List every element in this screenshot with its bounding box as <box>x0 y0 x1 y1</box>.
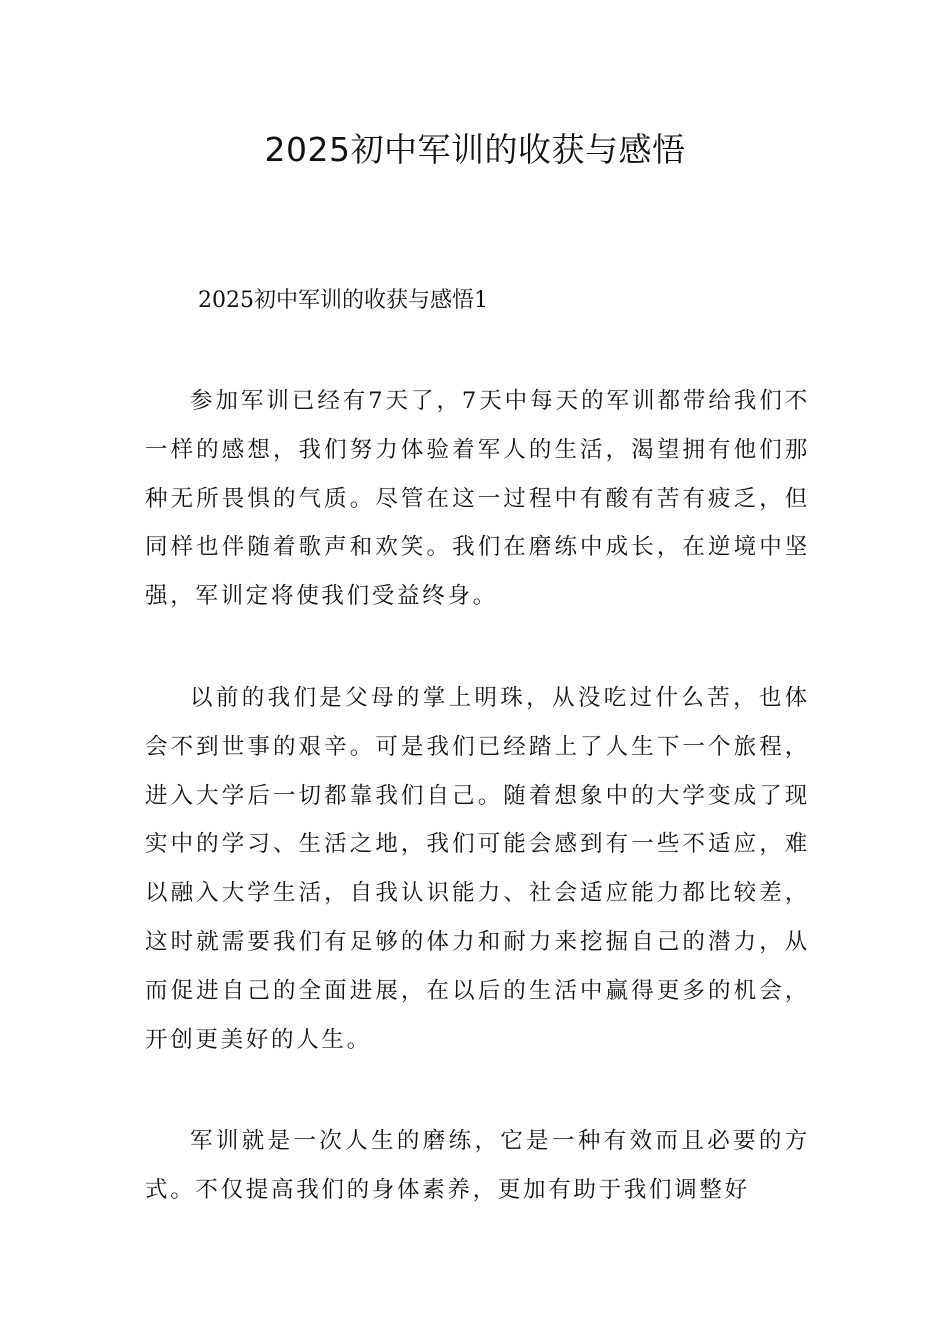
paragraph-3: 军训就是一次人生的磨练，它是一种有效而且必要的方式。不仅提高我们的身体素养，更加有助于我们调整好 <box>145 1128 810 1203</box>
section-heading: 2025初中军训的收获与感悟1 <box>198 288 488 313</box>
paragraph-2: 以前的我们是父母的掌上明珠，从没吃过什么苦，也体会不到世事的艰辛。可是我们已经踏上了人生下一个旅程，进入大学后一切都靠我们自己。随着想象中的大学变成了现实中的学习、生活之地，我们可能会感到有一些不适应，难以融入大学生活，自我认识能力、社会适应能力都比较差，这时就需要我们有足够的体力和耐力来挖掘自己的潜力，从而促进自己的全面进展，在以后的生活中赢得更多的机会，开创更美好的人生。 <box>145 685 810 1053</box>
paragraph-1: 参加军训已经有7天了，7天中每天的军训都带给我们不一样的感想，我们努力体验着军人的生活，渴望拥有他们那种无所畏惧的气质。尽管在这一过程中有酸有苦有疲乏，但同样也伴随着歌声和欢笑。我们在磨练中成长，在逆境中坚强，军训定将使我们受益终身。 <box>145 388 810 610</box>
document-title: 2025初中军训的收获与感悟 <box>264 130 686 169</box>
